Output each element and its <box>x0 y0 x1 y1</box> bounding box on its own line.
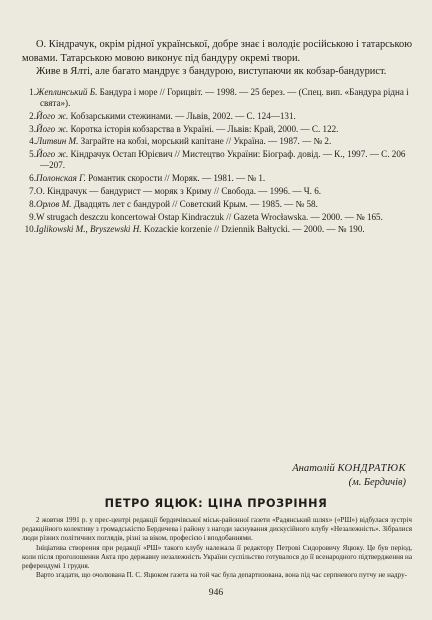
reference-list <box>22 87 412 236</box>
reference-item: 2. Його ж. Кобзарськими стежинами. — Львів, 2002. — С. 124—131. <box>29 110 296 121</box>
author-first-name: Анатолій <box>292 463 335 474</box>
reference-item: 3. Його ж. Коротка історія кобзарства в Україні. — Львів: Край, 2000. — С. 122. <box>29 123 339 134</box>
article-paragraph-3: Варто згадати, що очолювана П. С. Яцюком газета на той час була департизована, вона під час серпневого путчу не надру- <box>36 571 407 580</box>
reference-item: 9. W strugach deszczu koncertował Ostap Kindraczuk // Gazeta Wrocławska. — 2000. — № 165. <box>29 211 383 222</box>
article-heading: ПЕТРО ЯЦЮК: ЦІНА ПРОЗРІННЯ <box>104 497 328 510</box>
reference-item: 10. Iglikowski M., Bryszewski H. Kozackie korzenie // Dziennik Bałtycki. — 2000. — № 190. <box>24 224 365 235</box>
author-place: (м. Бердичів) <box>348 477 406 488</box>
reference-item: 7. О. Кіндрачук — бандурист — моряк з Криму // Свобода. — 1996. — Ч. 6. <box>29 185 322 196</box>
article-paragraph-2: Ініціатива створення при редакції «РШ» такого клубу належала її редактору Петрові Сидоровичу Яцюку. Це був період, коли після проголошення Акта про державну незалежність України суспільство готувалося до її всенародного підтвердження на референдумі 1 грудня. <box>22 543 412 571</box>
reference-item: 6. Полонская Г. Романтик скорости // Моряк. — 1981. — № 1. <box>29 173 266 184</box>
intro-paragraph-2: Живе в Ялті, але багато мандрує з бандурою, виступаючи як кобзар-бандурист. <box>36 66 387 78</box>
article-paragraph-1: 2 жовтня 1991 р. у прес-центрі редакції бердичівської міськ-районної газети «Радянський шлях» («РШ») відбулася зустріч редакційного колективу з громадськістю Бердичева і району з нагоди заснування дискусійного клубу «Незалежність». Зібралися люди різних політичних поглядів, різні за віком, професією і вподобаннями. <box>22 516 412 543</box>
intro-block <box>22 38 412 237</box>
author-surname: КОНДРАТЮК <box>337 463 406 474</box>
author-signature <box>292 463 406 474</box>
article-block <box>22 516 412 581</box>
reference-item: 1. Жеплинський Б. Бандура і море // Горицвіт. — 1998. — 25 берез. — (Спец. вип. «Бандура рідна і свята»). <box>29 86 409 108</box>
page-number: 946 <box>208 587 224 598</box>
reference-item: 8. Орлов М. Двадцять лет с бандурой // Советский Крым. — 1985. — № 58. <box>29 198 318 209</box>
intro-paragraph-1: О. Кіндрачук, окрім рідної української, добре знає і володіє російською і татарською мовами. Татарською мовою виконує під бандуру окремі твори. <box>22 39 412 64</box>
reference-item: 5. Його ж. Кіндрачук Остап Юрієвич // Мистецтво України: Біограф. довід. — К., 1997. — С. 206—207. <box>29 149 406 171</box>
reference-item: 4. Литвин М. Заграйте на кобзі, морський капітане // Україна. — 1987. — № 2. <box>29 136 332 147</box>
